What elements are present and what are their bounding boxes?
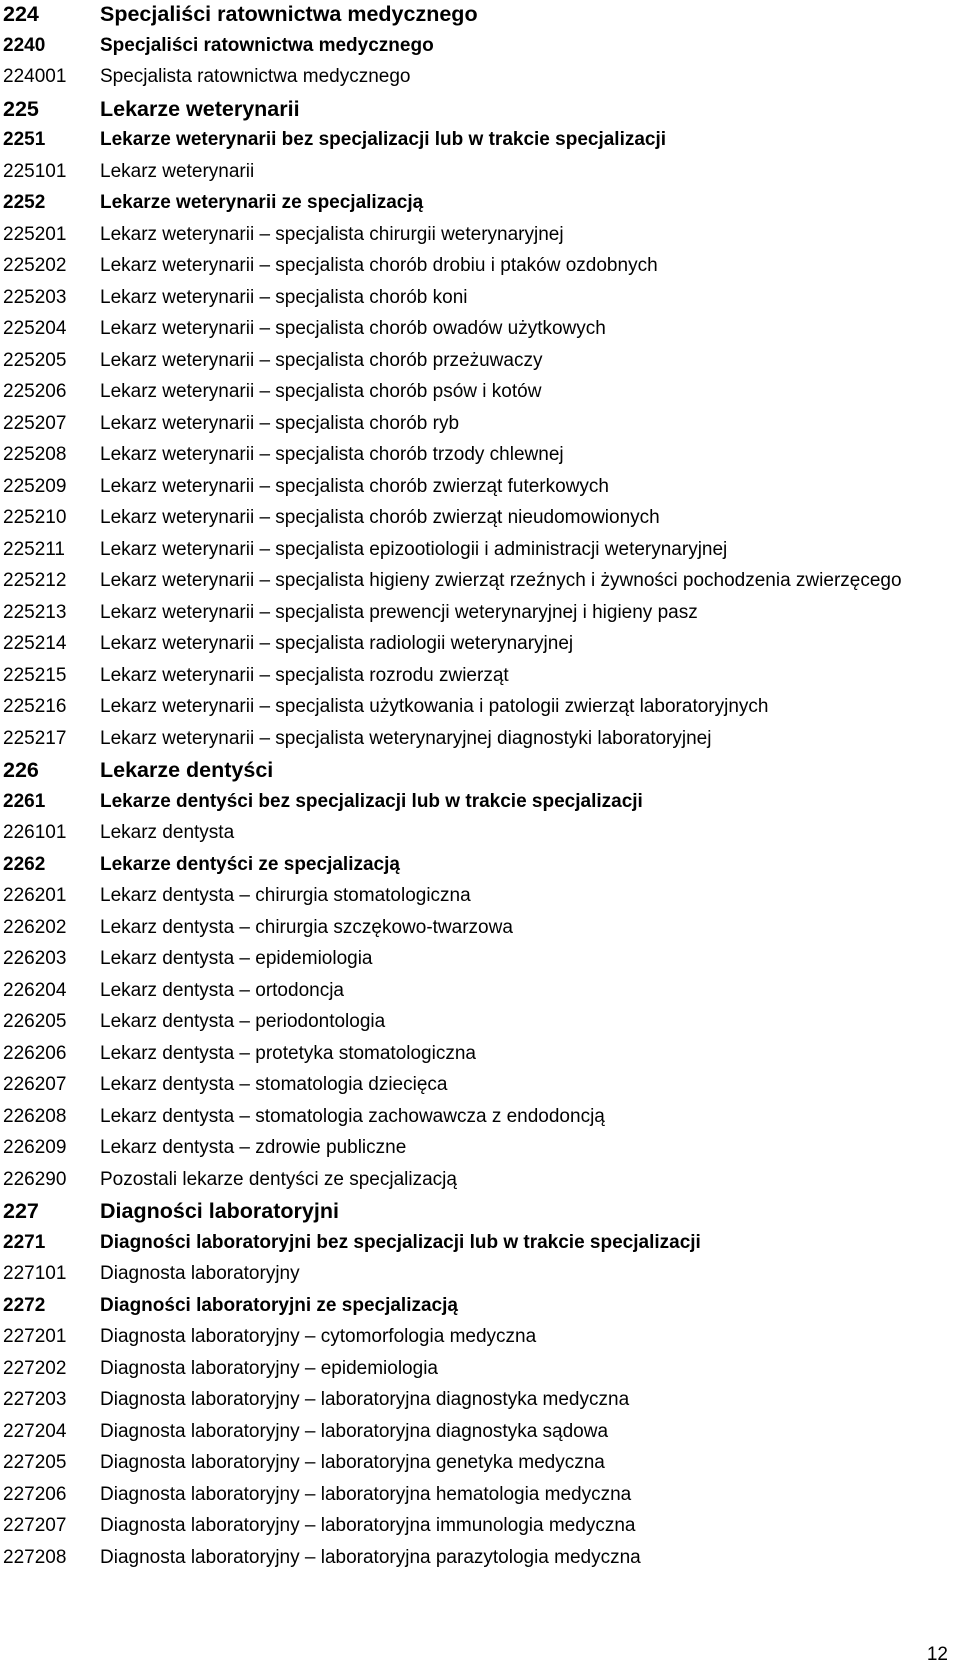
- occupation-name: Lekarz weterynarii – specjalista prewencji weterynaryjnej i higieny pasz: [100, 601, 698, 623]
- occupation-code: 225205: [3, 349, 67, 371]
- occupation-name: Specjaliści ratownictwa medycznego: [100, 34, 434, 56]
- occupation-name: Lekarz weterynarii – specjalista chorób psów i kotów: [100, 381, 542, 402]
- occupation-name: Lekarz dentysta – zdrowie publiczne: [100, 1137, 407, 1158]
- occupation-row: [3, 630, 953, 662]
- occupation-code: 226204: [3, 979, 67, 1001]
- occupation-row: [3, 1040, 953, 1072]
- occupation-name: Diagnosta laboratoryjny – laboratoryjna parazytologia medyczna: [100, 1546, 641, 1568]
- occupation-row: [3, 347, 953, 379]
- occupation-name: Lekarze weterynarii: [100, 96, 300, 121]
- occupation-code: 227207: [3, 1515, 67, 1536]
- occupation-code: 225203: [3, 286, 67, 308]
- occupation-row: [3, 567, 953, 599]
- occupation-name: Pozostali lekarze dentyści ze specjalizacją: [100, 1168, 457, 1190]
- group-row: [3, 1292, 953, 1324]
- occupation-name: Diagnosta laboratoryjny – laboratoryjna hematologia medyczna: [100, 1483, 632, 1505]
- occupation-code: 225211: [3, 538, 65, 560]
- occupation-code: 225210: [3, 507, 67, 528]
- occupation-name: Lekarz dentysta: [100, 822, 235, 843]
- occupation-row: [3, 473, 953, 505]
- occupation-code: 226101: [3, 822, 67, 843]
- occupation-code: 226202: [3, 916, 67, 938]
- occupation-code: 226203: [3, 948, 67, 969]
- occupation-name: Lekarze dentyści: [100, 758, 274, 782]
- occupation-name: Lekarz weterynarii – specjalista chorób zwierząt futerkowych: [100, 475, 609, 497]
- occupation-code: 226205: [3, 1011, 67, 1032]
- occupation-row: [3, 221, 953, 253]
- occupation-code: 225202: [3, 255, 67, 276]
- occupation-row: [3, 1386, 953, 1418]
- occupation-name: Lekarz weterynarii: [100, 160, 255, 182]
- page-number: 12: [926, 1644, 948, 1665]
- occupation-name: Lekarz weterynarii – specjalista chorób zwierząt nieudomowionych: [100, 507, 660, 528]
- occupation-code: 225204: [3, 318, 67, 339]
- occupation-name: Lekarze dentyści bez specjalizacji lub w trakcie specjalizacji: [100, 790, 643, 812]
- occupation-name: Lekarze weterynarii bez specjalizacji lub w trakcie specjalizacji: [100, 129, 667, 150]
- occupation-name: Lekarz dentysta – stomatologia dziecięca: [100, 1074, 448, 1095]
- occupation-row: [3, 1134, 953, 1166]
- occupation-name: Lekarz weterynarii – specjalista radiologii weterynaryjnej: [100, 633, 574, 654]
- occupation-code: 226290: [3, 1168, 67, 1190]
- occupation-name: Lekarz dentysta – periodontologia: [100, 1011, 386, 1032]
- group-row: [3, 189, 953, 221]
- occupation-name: Lekarz weterynarii – specjalista użytkowania i patologii zwierząt laboratoryjnych: [100, 696, 769, 717]
- occupation-code: 227201: [3, 1326, 67, 1347]
- occupation-code: 225206: [3, 381, 67, 402]
- occupation-row: [3, 1166, 953, 1198]
- occupation-row: [3, 252, 953, 284]
- occupation-code: 224001: [3, 66, 67, 87]
- major-group-row: [3, 756, 953, 788]
- occupation-code: 225201: [3, 223, 67, 245]
- group-row: [3, 851, 953, 883]
- group-row: [3, 126, 953, 158]
- occupation-code: 227101: [3, 1263, 67, 1284]
- occupation-row: [3, 1071, 953, 1103]
- occupation-name: Diagnosta laboratoryjny – cytomorfologia medyczna: [100, 1326, 537, 1347]
- occupation-name: Diagności laboratoryjni bez specjalizacji lub w trakcie specjalizacji: [100, 1231, 701, 1253]
- occupation-name: Diagnosta laboratoryjny – laboratoryjna genetyka medyczna: [100, 1452, 605, 1473]
- occupation-row: [3, 819, 953, 851]
- group-row: [3, 788, 953, 820]
- occupation-name: Lekarz dentysta – protetyka stomatologiczna: [100, 1042, 476, 1064]
- occupation-code: 227206: [3, 1483, 67, 1505]
- occupation-code: 225217: [3, 727, 67, 749]
- occupation-name: Lekarz weterynarii – specjalista weterynaryjnej diagnostyki laboratoryjnej: [100, 727, 712, 749]
- occupation-row: [3, 977, 953, 1009]
- occupation-name: Lekarz weterynarii – specjalista epizootiologii i administracji weterynaryjnej: [100, 538, 728, 560]
- occupation-code: 227204: [3, 1420, 67, 1442]
- occupation-code: 224: [3, 2, 39, 26]
- occupation-row: [3, 410, 953, 442]
- occupation-row: [3, 1355, 953, 1387]
- occupation-name: Lekarz weterynarii – specjalista chorób owadów użytkowych: [100, 318, 606, 339]
- occupation-row: [3, 1449, 953, 1481]
- occupation-code: 225209: [3, 475, 67, 497]
- occupation-code: 225: [3, 96, 39, 121]
- occupation-row: [3, 284, 953, 316]
- major-group-row: [3, 95, 953, 127]
- occupation-code: 225207: [3, 412, 67, 434]
- occupation-code: 226207: [3, 1074, 67, 1095]
- occupation-name: Lekarz weterynarii – specjalista chorób trzody chlewnej: [100, 444, 564, 465]
- occupation-name: Lekarz weterynarii – specjalista chorób przeżuwaczy: [100, 349, 543, 371]
- occupation-name: Diagnosta laboratoryjny – laboratoryjna diagnostyka sądowa: [100, 1420, 609, 1442]
- occupation-row: [3, 1103, 953, 1135]
- occupation-row: [3, 693, 953, 725]
- occupation-code: 2251: [3, 129, 46, 150]
- occupation-row: [3, 1008, 953, 1040]
- occupation-name: Diagnosta laboratoryjny – epidemiologia: [100, 1357, 438, 1379]
- occupation-name: Lekarze dentyści ze specjalizacją: [100, 853, 400, 875]
- occupation-name: Lekarz weterynarii – specjalista chorób drobiu i ptaków ozdobnych: [100, 255, 658, 276]
- occupation-row: [3, 662, 953, 694]
- occupation-row: [3, 504, 953, 536]
- occupation-code: 226209: [3, 1137, 67, 1158]
- occupation-code: 2261: [3, 790, 46, 812]
- occupation-row: [3, 725, 953, 757]
- occupation-code: 227: [3, 1199, 39, 1223]
- occupation-row: [3, 1512, 953, 1544]
- occupation-row: [3, 599, 953, 631]
- occupation-name: Lekarz dentysta – epidemiologia: [100, 948, 373, 969]
- occupation-name: Lekarze weterynarii ze specjalizacją: [100, 192, 424, 213]
- occupation-code: 2271: [3, 1231, 46, 1253]
- classification-list: [3, 0, 953, 1575]
- occupation-name: Lekarz weterynarii – specjalista higieny zwierząt rzeźnych i żywności pochodzenia zwierzęcego: [100, 570, 902, 591]
- occupation-code: 2262: [3, 853, 46, 875]
- group-row: [3, 1229, 953, 1261]
- occupation-code: 2252: [3, 192, 46, 213]
- occupation-code: 225214: [3, 633, 67, 654]
- occupation-row: [3, 945, 953, 977]
- occupation-name: Diagnosta laboratoryjny: [100, 1263, 300, 1284]
- occupation-name: Lekarz weterynarii – specjalista chirurgii weterynaryjnej: [100, 223, 564, 245]
- occupation-row: [3, 378, 953, 410]
- occupation-name: Diagnosta laboratoryjny – laboratoryjna immunologia medyczna: [100, 1515, 636, 1536]
- occupation-row: [3, 158, 953, 190]
- occupation-row: [3, 1544, 953, 1576]
- occupation-name: Lekarz dentysta – chirurgia stomatologiczna: [100, 885, 471, 906]
- occupation-code: 2272: [3, 1294, 46, 1316]
- occupation-row: [3, 315, 953, 347]
- occupation-code: 227202: [3, 1357, 67, 1379]
- occupation-row: [3, 1323, 953, 1355]
- occupation-name: Lekarz dentysta – stomatologia zachowawcza z endodoncją: [100, 1105, 605, 1127]
- major-group-row: [3, 0, 953, 32]
- occupation-name: Diagności laboratoryjni ze specjalizacją: [100, 1294, 458, 1316]
- occupation-code: 226208: [3, 1105, 67, 1127]
- occupation-row: [3, 1260, 953, 1292]
- occupation-name: Lekarz weterynarii – specjalista rozrodu zwierząt: [100, 664, 509, 686]
- major-group-row: [3, 1197, 953, 1229]
- occupation-name: Diagnosta laboratoryjny – laboratoryjna diagnostyka medyczna: [100, 1389, 630, 1410]
- occupation-code: 2240: [3, 34, 46, 56]
- occupation-name: Specjalista ratownictwa medycznego: [100, 66, 411, 87]
- occupation-code: 225208: [3, 444, 67, 465]
- occupation-code: 227203: [3, 1389, 67, 1410]
- occupation-code: 225212: [3, 570, 67, 591]
- group-row: [3, 32, 953, 64]
- occupation-row: [3, 914, 953, 946]
- occupation-row: [3, 1418, 953, 1450]
- occupation-row: [3, 536, 953, 568]
- occupation-code: 226201: [3, 885, 67, 906]
- occupation-name: Lekarz weterynarii – specjalista chorób koni: [100, 286, 468, 308]
- occupation-code: 226: [3, 758, 39, 782]
- occupation-code: 227208: [3, 1546, 67, 1568]
- occupation-code: 226206: [3, 1042, 67, 1064]
- occupation-name: Lekarz weterynarii – specjalista chorób ryb: [100, 412, 460, 434]
- occupation-code: 225215: [3, 664, 67, 686]
- occupation-row: [3, 882, 953, 914]
- occupation-code: 225216: [3, 696, 67, 717]
- occupation-name: Specjaliści ratownictwa medycznego: [100, 2, 478, 26]
- occupation-row: [3, 1481, 953, 1513]
- occupation-code: 225101: [3, 160, 67, 182]
- occupation-name: Diagności laboratoryjni: [100, 1199, 339, 1223]
- occupation-name: Lekarz dentysta – chirurgia szczękowo-twarzowa: [100, 916, 513, 938]
- occupation-row: [3, 63, 953, 95]
- occupation-name: Lekarz dentysta – ortodoncja: [100, 979, 344, 1001]
- occupation-code: 225213: [3, 601, 67, 623]
- occupation-row: [3, 441, 953, 473]
- occupation-code: 227205: [3, 1452, 67, 1473]
